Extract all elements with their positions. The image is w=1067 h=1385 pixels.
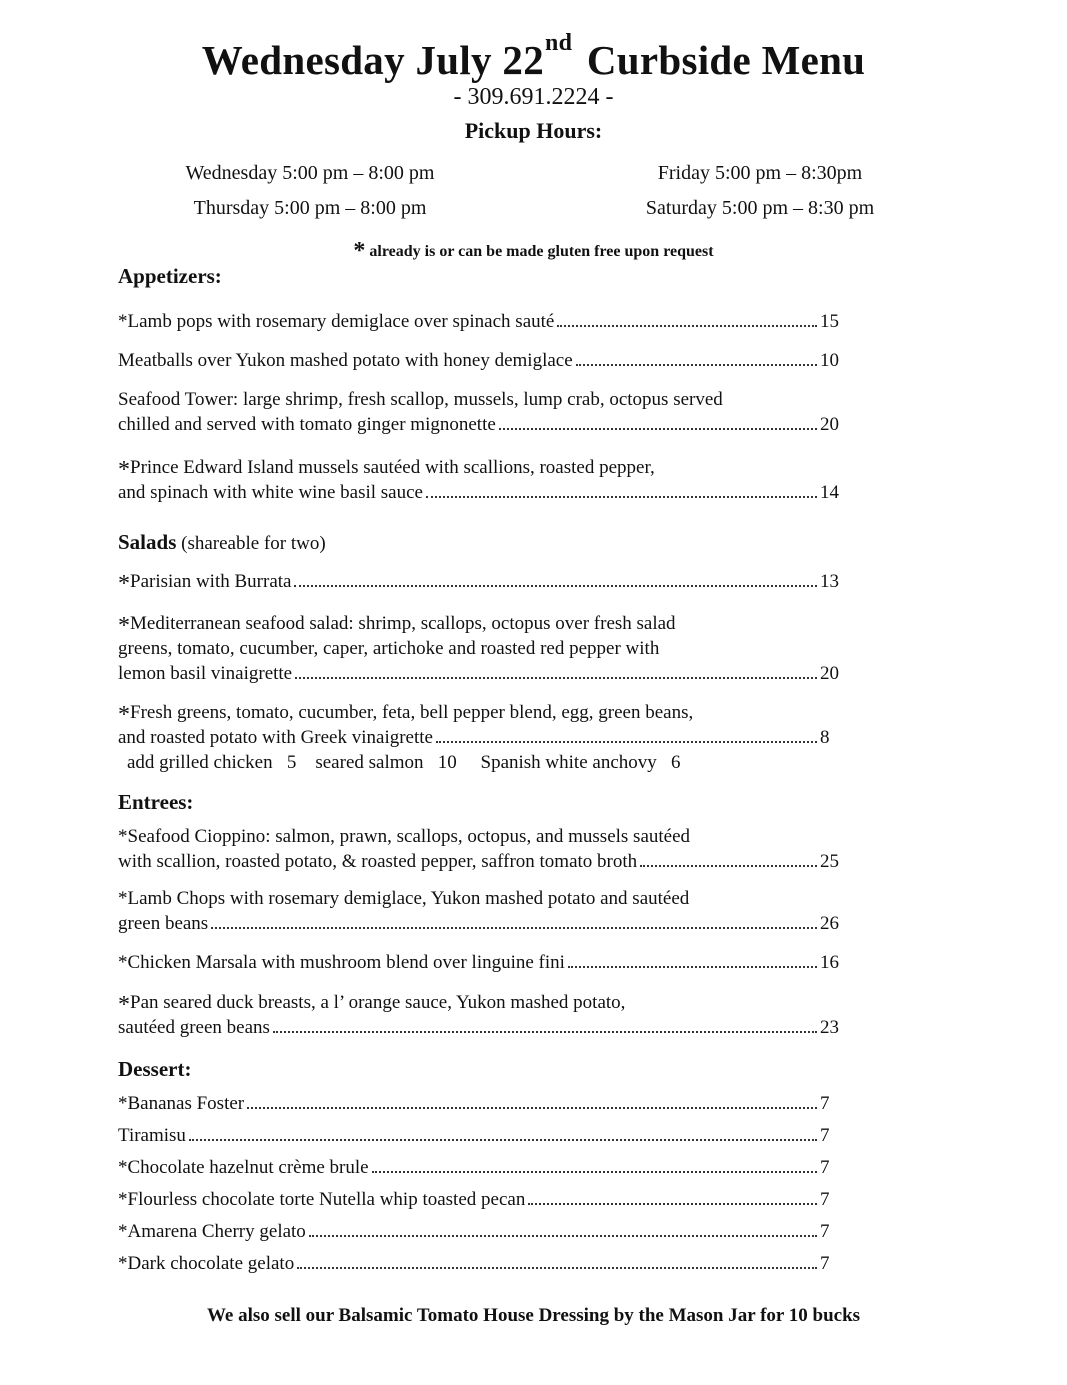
menu-item bbox=[118, 455, 838, 505]
menu-item-price: 15 bbox=[820, 311, 839, 332]
menu-item-text: *Seafood Cioppino: salmon, prawn, scallops, octopus, and mussels sautéed bbox=[118, 826, 691, 847]
menu-item-price: 20 bbox=[820, 414, 839, 435]
menu-item-price: 20 bbox=[820, 663, 839, 684]
menu-item bbox=[118, 886, 838, 936]
menu-item-text: lemon basil vinaigrette bbox=[118, 663, 293, 684]
menu-item bbox=[118, 1155, 838, 1180]
title-ordinal-suffix: nd bbox=[545, 30, 573, 56]
menu-item bbox=[118, 309, 838, 334]
dot-leader bbox=[273, 1031, 817, 1033]
gluten-free-note: * already is or can be made gluten free upon request bbox=[353, 238, 714, 264]
hours-saturday: Saturday 5:00 pm – 8:30 pm bbox=[645, 197, 875, 219]
gluten-free-star: * bbox=[118, 457, 130, 483]
menu-item-price: 7 bbox=[820, 1093, 830, 1114]
dot-leader bbox=[640, 865, 817, 867]
gluten-free-star: * bbox=[118, 571, 130, 597]
menu-item bbox=[118, 1251, 838, 1276]
dessert-heading: Dessert: bbox=[118, 1057, 192, 1081]
salads-heading: Salads (shareable for two) bbox=[118, 530, 326, 554]
menu-item bbox=[118, 1219, 838, 1244]
menu-item-text: chilled and served with tomato ginger mignonette bbox=[118, 414, 496, 435]
menu-item-price: 25 bbox=[820, 851, 839, 872]
dot-leader bbox=[297, 1267, 817, 1269]
menu-item-price: 23 bbox=[820, 1017, 839, 1038]
menu-item-price: 8 bbox=[820, 727, 830, 748]
dot-leader bbox=[528, 1203, 817, 1205]
menu-item bbox=[118, 387, 838, 437]
menu-item-text: *Dark chocolate gelato bbox=[118, 1253, 295, 1274]
menu-item-text: with scallion, roasted potato, & roasted pepper, saffron tomato broth bbox=[118, 851, 638, 872]
dot-leader bbox=[568, 966, 817, 968]
dot-leader bbox=[211, 927, 817, 929]
dot-leader bbox=[294, 585, 817, 587]
menu-item bbox=[118, 824, 838, 874]
menu-item-text: and spinach with white wine basil sauce bbox=[118, 482, 423, 503]
menu-item-price: 14 bbox=[820, 482, 839, 503]
menu-item-text: *Lamb Chops with rosemary demiglace, Yukon mashed potato and sautéed bbox=[118, 888, 690, 909]
menu-item bbox=[118, 1187, 838, 1212]
menu-title: Wednesday July 22nd Curbside Menu bbox=[201, 30, 866, 83]
menu-item-text: *Parisian with Burrata bbox=[118, 571, 292, 597]
menu-item-price: 7 bbox=[820, 1189, 830, 1210]
menu-item-text: *Fresh greens, tomato, cucumber, feta, bell pepper blend, egg, green beans, bbox=[118, 702, 694, 728]
menu-item-price: 7 bbox=[820, 1253, 830, 1274]
menu-item-text: green beans bbox=[118, 913, 209, 934]
menu-item bbox=[118, 1091, 838, 1116]
menu-item bbox=[118, 700, 838, 750]
menu-item-text: *Prince Edward Island mussels sautéed with scallions, roasted pepper, bbox=[118, 457, 655, 483]
dot-leader bbox=[372, 1171, 817, 1173]
dot-leader bbox=[576, 364, 817, 366]
hours-friday: Friday 5:00 pm – 8:30pm bbox=[657, 162, 863, 184]
menu-item-text: *Chocolate hazelnut crème brule bbox=[118, 1157, 369, 1178]
menu-item-text: Seafood Tower: large shrimp, fresh scallop, mussels, lump crab, octopus served bbox=[118, 389, 723, 410]
menu-item-price: 7 bbox=[820, 1125, 830, 1146]
menu-item bbox=[118, 348, 838, 373]
menu-item-text: *Mediterranean seafood salad: shrimp, scallops, octopus over fresh salad bbox=[118, 613, 676, 639]
dot-leader bbox=[295, 677, 817, 679]
menu-item-text: greens, tomato, cucumber, caper, artichoke and roasted red pepper with bbox=[118, 638, 660, 659]
menu-item-price: 7 bbox=[820, 1221, 830, 1242]
salad-addons: add grilled chicken 5 seared salmon 10 Spanish white anchovy 6 bbox=[127, 752, 681, 773]
menu-item-text: Meatballs over Yukon mashed potato with honey demiglace bbox=[118, 350, 573, 371]
hours-thursday: Thursday 5:00 pm – 8:00 pm bbox=[193, 197, 427, 219]
menu-item bbox=[118, 950, 838, 975]
footer-note: We also sell our Balsamic Tomato House Dressing by the Mason Jar for 10 bucks bbox=[206, 1305, 861, 1326]
gluten-free-star: * bbox=[353, 238, 366, 264]
appetizers-heading: Appetizers: bbox=[118, 264, 222, 288]
menu-item-price: 13 bbox=[820, 571, 839, 592]
menu-item-text: sautéed green beans bbox=[118, 1017, 270, 1038]
dot-leader bbox=[436, 741, 817, 743]
dot-leader bbox=[247, 1107, 817, 1109]
gluten-free-star: * bbox=[118, 613, 130, 639]
menu-item bbox=[118, 611, 838, 686]
menu-item-price: 10 bbox=[820, 350, 839, 371]
dot-leader bbox=[189, 1139, 817, 1141]
pickup-hours-label: Pickup Hours: bbox=[464, 118, 603, 143]
menu-item-text: *Pan seared duck breasts, a l’ orange sauce, Yukon mashed potato, bbox=[118, 992, 626, 1018]
entrees-heading: Entrees: bbox=[118, 790, 194, 814]
menu-item-text: and roasted potato with Greek vinaigrette bbox=[118, 727, 433, 748]
gluten-free-star: * bbox=[118, 702, 130, 728]
hours-wednesday: Wednesday 5:00 pm – 8:00 pm bbox=[185, 162, 435, 184]
dot-leader bbox=[309, 1235, 817, 1237]
menu-item bbox=[118, 569, 839, 597]
menu-item-text: *Bananas Foster bbox=[118, 1093, 245, 1114]
dot-leader bbox=[426, 496, 817, 498]
phone-number: - 309.691.2224 - bbox=[453, 84, 614, 110]
menu-item-text: Tiramisu bbox=[118, 1125, 186, 1146]
menu-item-text: *Amarena Cherry gelato bbox=[118, 1221, 306, 1242]
menu-item-text: *Chicken Marsala with mushroom blend over linguine fini bbox=[118, 952, 565, 973]
dot-leader bbox=[499, 428, 817, 430]
menu-item-text: *Flourless chocolate torte Nutella whip toasted pecan bbox=[118, 1189, 526, 1210]
menu-item-price: 7 bbox=[820, 1157, 830, 1178]
menu-item-text: *Lamb pops with rosemary demiglace over spinach sauté bbox=[118, 311, 555, 332]
menu-item-price: 16 bbox=[820, 952, 839, 973]
menu-item bbox=[118, 990, 838, 1040]
menu-item-price: 26 bbox=[820, 913, 839, 934]
salads-heading-sub: (shareable for two) bbox=[176, 533, 326, 554]
menu-item bbox=[118, 1123, 838, 1148]
gluten-free-star: * bbox=[118, 992, 130, 1018]
dot-leader bbox=[557, 325, 817, 327]
